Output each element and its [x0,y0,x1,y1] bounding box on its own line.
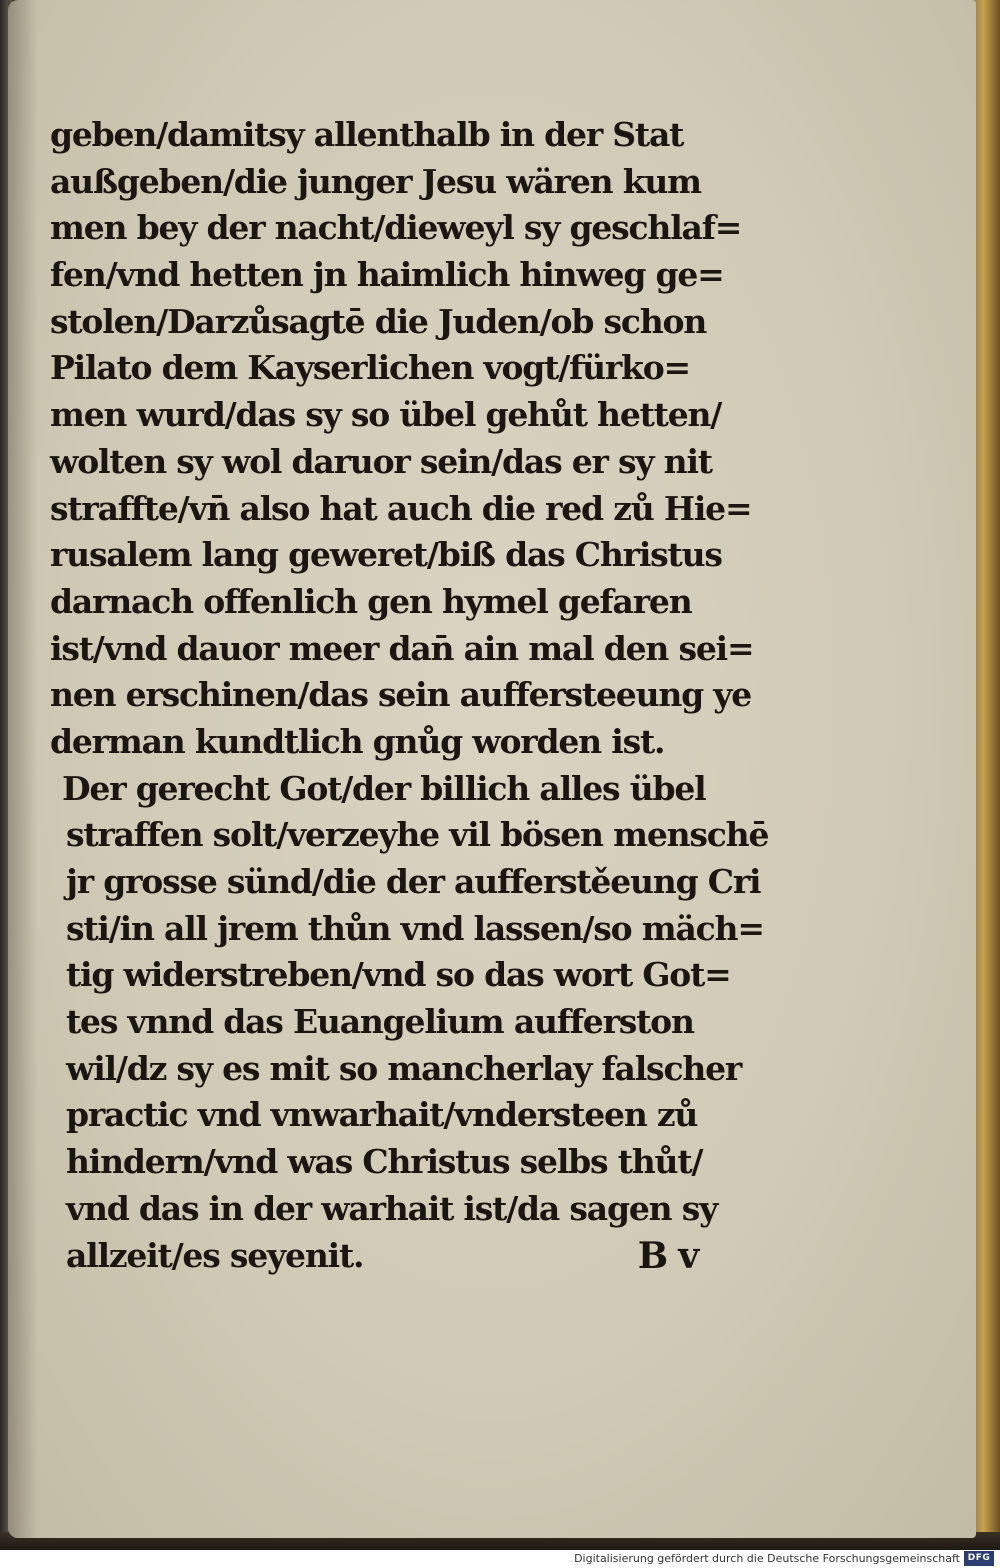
digitization-credit: Digitalisierung gefördert durch die Deutsche Forschungsgemeinschaft [574,1552,960,1565]
text-line: men bey der nacht/dieweyl sy geschlaf= [50,208,742,248]
text-line: ist/vnd dauor meer dan̄ ain mal den sei= [50,628,754,668]
text-line: nen erschinen/das sein auffersteeung ye [50,675,752,715]
book-cover-edge [972,0,1000,1550]
last-line-row [50,1233,706,1280]
text-line: fen/vnd hetten jn haimlich hinweg ge= [50,255,724,295]
text-line: Pilato dem Kayserlichen vogt/fürko= [50,348,690,388]
gutter-shadow [8,0,38,1538]
text-line: wil/dz sy es mit so mancherlay falscher [66,1048,742,1088]
page-text-block [50,112,770,1279]
text-line: rusalem lang geweret/biß das Christus [50,535,722,575]
last-text-line: allzeit/es seyenit. [66,1235,364,1275]
text-line: men wurd/das sy so übel gehůt hetten/ [50,395,722,435]
text-line: tig widerstreben/vnd so das wort Got= [66,955,731,995]
text-line: hindern/vnd was Christus selbs thůt/ [66,1142,703,1182]
text-line: geben/damitsy allenthalb in der Stat [50,115,684,154]
text-line: darnach offenlich gen hymel gefaren [50,581,692,621]
paragraph-start-line: Der gerecht Got/der billich alles übel [62,768,706,808]
text-line: sti/in all jrem thůn vnd lassen/so mäch= [66,908,764,948]
text-line: außgeben/die junger Jesu wären kum [50,161,701,201]
text-line: derman kundtlich gnůg worden ist. [50,721,665,761]
text-line: wolten sy wol daruor sein/das er sy nit [50,441,712,481]
signature-mark: B v [637,1234,698,1277]
text-line: vnd das in der warhait ist/da sagen sy [66,1188,718,1228]
dfg-logo: DFG [964,1551,994,1566]
text-line: stolen/Darzůsagtē die Juden/ob schon [50,301,707,341]
text-line: practic vnd vnwarhait/vndersteen zů [66,1095,698,1135]
text-line: straffen solt/verzeyhe vil bösen menschē [66,815,769,855]
text-line: straffte/vn̄ also hat auch die red zů Hie= [50,488,752,528]
text-line: jr grosse sünd/die der aufferstěeung Cri [66,862,761,901]
text-line: tes vnnd das Euangelium aufferston [66,1002,694,1042]
